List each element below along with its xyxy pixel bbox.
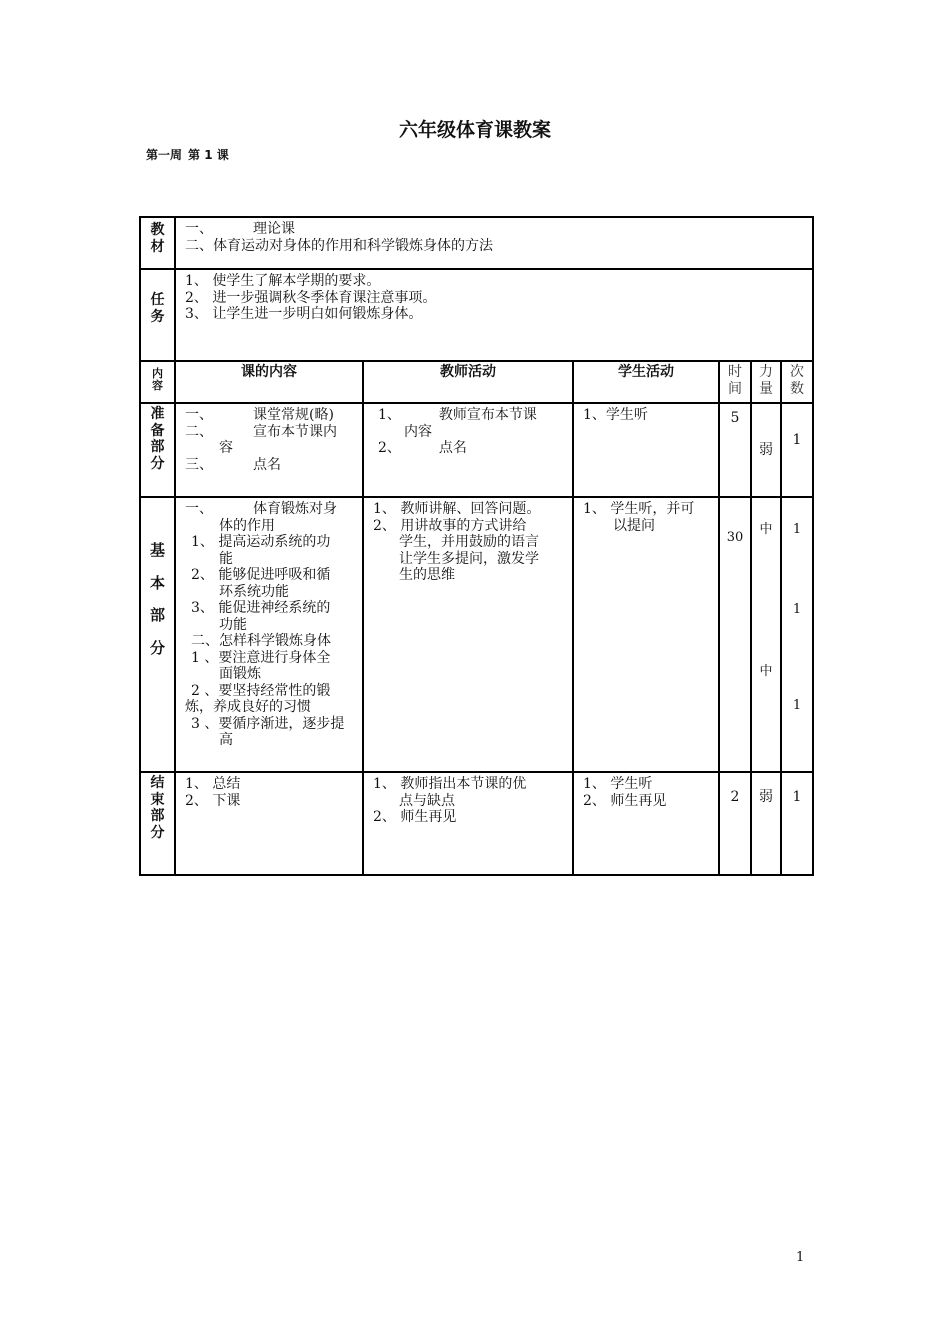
lesson-info [146, 146, 229, 163]
basic-intensity-2: 中 [759, 664, 773, 679]
header-count: 次 数 [781, 361, 813, 403]
prep-teacher: 1、 教师宣布本节课 内容 2、 点名 [363, 403, 573, 497]
end-teacher: 1、 教师指出本节课的优 点与缺点 2、 师生再见 [363, 772, 573, 875]
prep-student: 1、学生听 [573, 403, 719, 497]
material-row [140, 217, 813, 269]
end-count: 1 [781, 772, 813, 875]
basic-time: 30 [719, 497, 751, 772]
week-label: 第一周 [146, 148, 183, 162]
basic-intensity [751, 497, 781, 772]
header-row [140, 361, 813, 403]
prep-row [140, 403, 813, 497]
prep-intensity: 弱 [751, 403, 781, 497]
header-intensity: 力 量 [751, 361, 781, 403]
end-row [140, 772, 813, 875]
end-label: 结 束 部 分 [140, 772, 175, 875]
header-teacher: 教师活动 [363, 361, 573, 403]
basic-count-3: 1 [792, 698, 802, 713]
header-content: 课的内容 [175, 361, 363, 403]
header-student: 学生活动 [573, 361, 719, 403]
basic-row [140, 497, 813, 772]
lesson-plan-table [139, 216, 814, 876]
header-time: 时 间 [719, 361, 751, 403]
prep-time: 5 [719, 403, 751, 497]
lesson-label: 第 1 课 [188, 148, 229, 162]
task-content: 1、 使学生了解本学期的要求。 2、 进一步强调秋冬季体育课注意事项。 3、 让学生进一步明白如何锻炼身体。 [175, 269, 813, 361]
end-intensity: 弱 [751, 772, 781, 875]
basic-content: 一、 体育锻炼对身 体的作用 1、 提高运动系统的功 能 2、 能够促进呼吸和循 环系统功能 3、 能促进神经系统的 功能 二、怎样科学锻炼身体 1 、要注意进行身体全 面锻炼 2 、要坚持经常性的锻 炼，养成良好的习惯 3 、要循序渐进，逐步提 高 [175, 497, 363, 772]
material-content: 一、 理论课 二、体育运动对身体的作用和科学锻炼身体的方法 [175, 217, 813, 269]
prep-label: 准 备 部 分 [140, 403, 175, 497]
basic-teacher: 1、 教师讲解、回答问题。 2、 用讲故事的方式讲给 学生，并用鼓励的语言 让学生多提问，激发学 生的思维 [363, 497, 573, 772]
end-content: 1、 总结 2、 下课 [175, 772, 363, 875]
basic-count-1: 1 [792, 522, 802, 537]
material-label: 教 材 [140, 217, 175, 269]
task-label: 任 务 [140, 269, 175, 361]
basic-count [781, 497, 813, 772]
basic-intensity-1: 中 [759, 522, 773, 537]
task-row [140, 269, 813, 361]
header-label: 内 容 [140, 361, 175, 403]
page-number: 1 [796, 1250, 805, 1265]
basic-label: 基 本 部 分 [140, 497, 175, 772]
prep-count: 1 [781, 403, 813, 497]
end-student: 1、 学生听 2、 师生再见 [573, 772, 719, 875]
page-title: 六年级体育课教案 [398, 119, 551, 141]
prep-content: 一、 课堂常规(略) 二、 宣布本节课内 容 三、 点名 [175, 403, 363, 497]
basic-count-2: 1 [792, 602, 802, 617]
end-time: 2 [719, 772, 751, 875]
basic-student: 1、 学生听，并可 以提问 [573, 497, 719, 772]
